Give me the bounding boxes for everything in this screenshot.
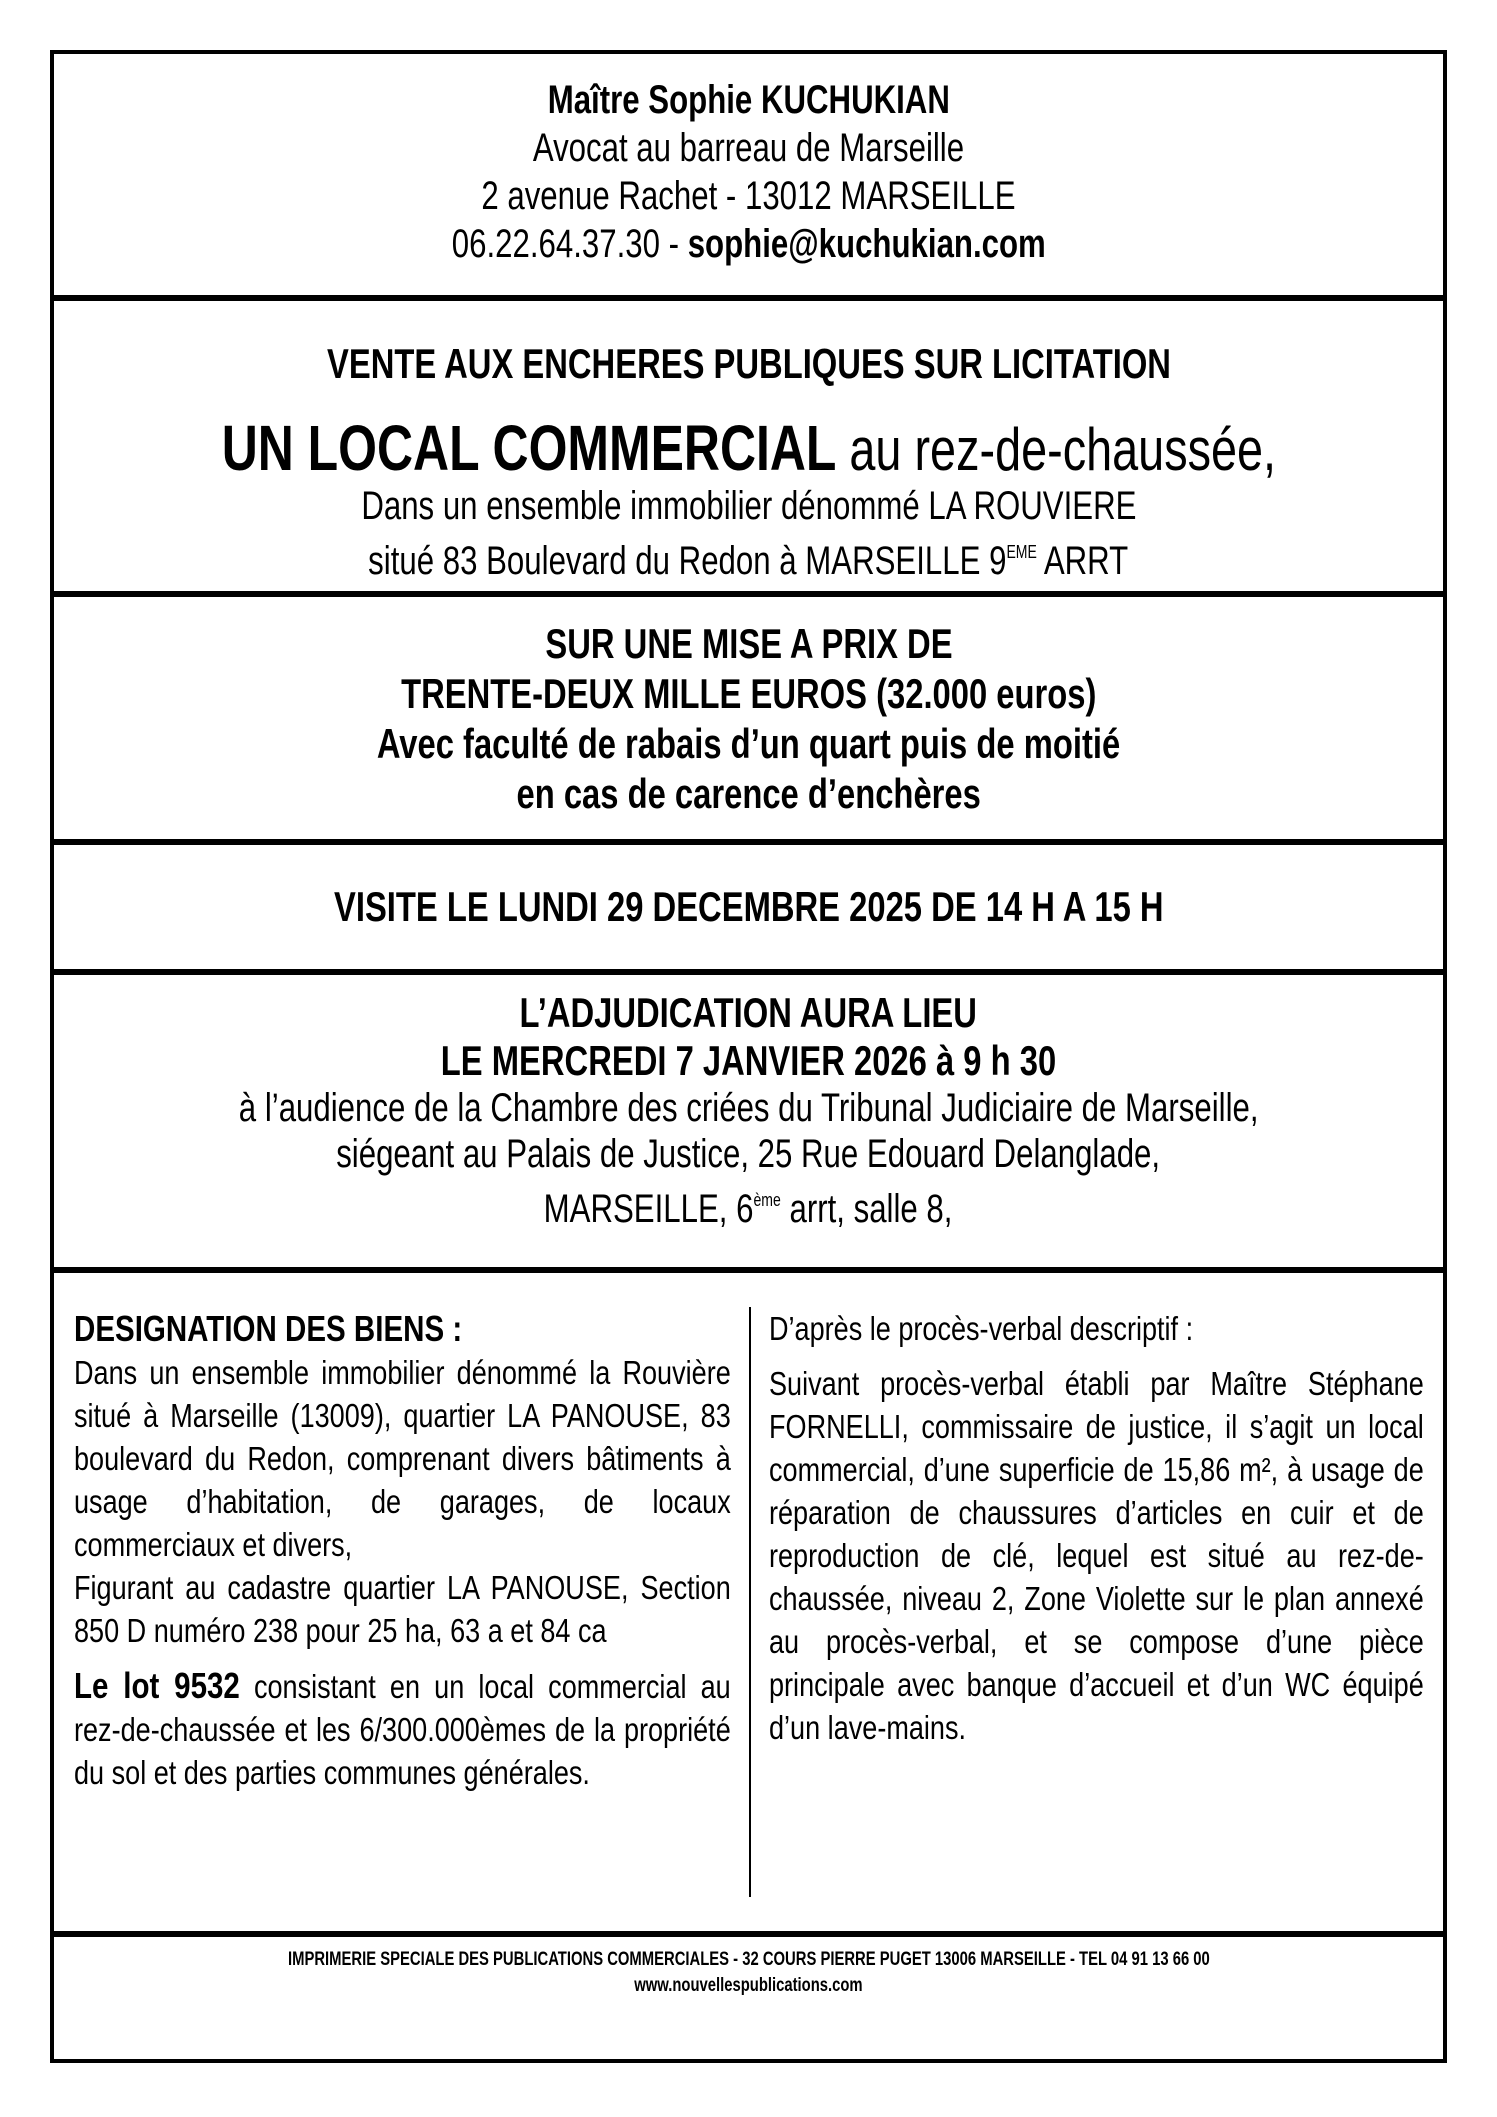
sale-location-suffix: ARRT <box>1037 539 1129 584</box>
adjudication-line-3-sup: ème <box>753 1190 782 1210</box>
description-column <box>749 1307 1424 1897</box>
legal-notice <box>50 50 1447 2063</box>
sale-object <box>221 412 1276 484</box>
designation-paragraph-1: Dans un ensemble immobilier dénommé la Rouvière situé à Marseille (13009), quartier LA PANOUSE, 83 boulevard du Redon, comprenant divers bâtiments à usage d’habitation, de garages, de locaux commerciaux et divers, <box>74 1354 731 1563</box>
lawyer-contact <box>451 220 1045 268</box>
sale-building: Dans un ensemble immobilier dénommé LA ROUVIERE <box>360 484 1137 528</box>
designation-lot-bold: Le lot 9532 <box>74 1665 240 1706</box>
sale-location-sup: EME <box>1006 542 1038 562</box>
adjudication-line-1: à l’audience de la Chambre des criées du Tribunal Judiciaire de Marseille, <box>238 1086 1259 1130</box>
visit-text: VISITE LE LUNDI 29 DECEMBRE 2025 DE 14 H A 15 H <box>333 883 1164 930</box>
sale-location <box>368 529 1128 584</box>
details-block <box>54 1273 1443 1937</box>
adjudication-line-3 <box>544 1177 953 1232</box>
sale-location-prefix: situé 83 Boulevard du Redon à MARSEILLE 9 <box>368 539 1007 584</box>
lawyer-name: Maître Sophie KUCHUKIAN <box>547 78 950 122</box>
designation-heading: DESIGNATION DES BIENS : <box>74 1308 463 1349</box>
designation-paragraph-2: Figurant au cadastre quartier LA PANOUSE, Section 850 D numéro 238 pour 25 ha, 63 a et 84 ca <box>74 1569 731 1649</box>
designation-column <box>74 1307 749 1931</box>
sale-block <box>54 301 1443 597</box>
sale-title: VENTE AUX ENCHERES PUBLIQUES SUR LICITATION <box>326 340 1171 387</box>
footer-website[interactable]: www.nouvellespublications.com <box>634 1975 863 1996</box>
price-line-2: TRENTE-DEUX MILLE EUROS (32.000 euros) <box>400 670 1097 717</box>
adjudication-block <box>54 975 1443 1273</box>
adjudication-line-2: siégeant au Palais de Justice, 25 Rue Edouard Delanglade, <box>336 1132 1161 1176</box>
sale-object-bold: UN LOCAL COMMERCIAL <box>221 412 837 484</box>
adjudication-line-3-suffix: arrt, salle 8, <box>781 1187 953 1232</box>
price-line-4: en cas de carence d’enchères <box>516 770 981 817</box>
price-line-1: SUR UNE MISE A PRIX DE <box>544 620 953 667</box>
adjudication-line-3-prefix: MARSEILLE, 6 <box>544 1187 754 1232</box>
price-line-3: Avec faculté de rabais d’un quart puis de moitié <box>376 720 1121 767</box>
lawyer-block <box>54 54 1443 301</box>
description-paragraph: Suivant procès-verbal établi par Maître Stéphane FORNELLI, commissaire de justice, il s’agit un local commercial, d’une superficie de 15,86 m², à usage de réparation de chaussures d’articles en cuir et de reproduction de clé, lequel est situé au rez-de-chaussée, niveau 2, Zone Violette sur le plan annexé au procès-verbal, et se compose d’une pièce principale avec banque d’accueil et d’un WC équipé d’un lave-mains. <box>768 1365 1424 1746</box>
lawyer-address: 2 avenue Rachet - 13012 MARSEILLE <box>481 174 1016 218</box>
price-block <box>54 597 1443 845</box>
lawyer-title: Avocat au barreau de Marseille <box>532 126 965 170</box>
designation-lot-rest: consistant en un local commercial au rez-de-chaussée et les 6/300.000èmes de la propriété du sol et des parties communes générales. <box>74 1668 731 1791</box>
designation-lot <box>74 1664 731 1794</box>
footer-block <box>54 1937 1443 2025</box>
lawyer-email[interactable]: sophie@kuchukian.com <box>687 222 1046 266</box>
sale-object-rest: au rez-de-chaussée, <box>836 416 1276 483</box>
adjudication-heading-2: LE MERCREDI 7 JANVIER 2026 à 9 h 30 <box>440 1037 1057 1084</box>
lawyer-phone: 06.22.64.37.30 - <box>451 222 688 266</box>
adjudication-heading-1: L’ADJUDICATION AURA LIEU <box>519 989 978 1036</box>
visit-block <box>54 845 1443 975</box>
footer-printer: IMPRIMERIE SPECIALE DES PUBLICATIONS COMMERCIALES - 32 COURS PIERRE PUGET 13006 MARSEILLE - TEL 04 91 13 66 00 <box>287 1949 1210 1970</box>
description-heading: D’après le procès-verbal descriptif : <box>768 1310 1193 1347</box>
